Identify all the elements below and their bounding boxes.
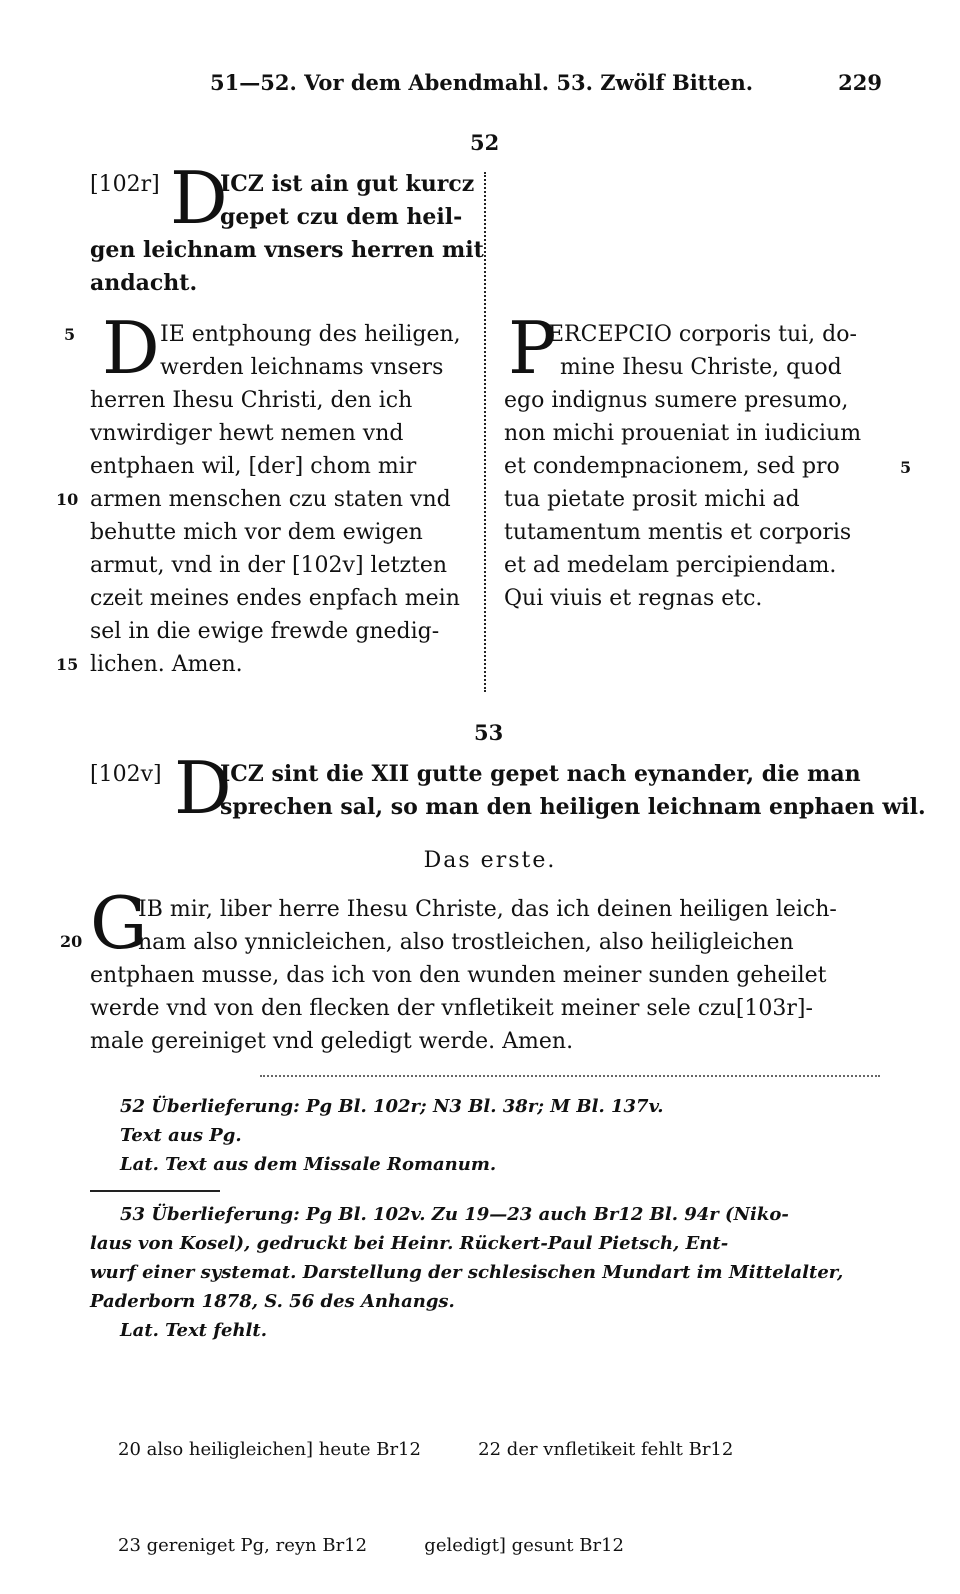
text-line: IE entphoung des heiligen, [160,322,461,347]
line-number: 5 [64,325,76,344]
running-title: 51—52. Vor dem Abendmahl. 53. Zwölf Bitten. [210,70,754,95]
text-line: armen menschen czu staten vnd [90,487,451,512]
text-line: Qui viuis et regnas etc. [504,586,763,611]
heading-line: ICZ ist ain gut kurcz [220,171,475,197]
text-line: ego indignus sumere presumo, [504,388,849,413]
heading-line: ICZ sint die XII gutte gepet nach eynander, die man [220,761,861,787]
text-line: IB mir, liber herre Ihesu Christe, das ich deinen heiligen leich- [138,897,837,922]
footnote-52 [120,1092,890,1179]
variant-apparatus [90,1033,890,1065]
text-line: et condempnacionem, sed pro [504,454,840,479]
text-line: vnwirdiger hewt nemen vnd [90,421,404,446]
line-number: 10 [56,490,79,509]
text-line: mine Ihesu Christe, quod [560,355,842,380]
footnote-rule [90,1190,220,1192]
text-line: tutamentum mentis et corporis [504,520,852,545]
footnote-line: 53 Überlieferung: Pg Bl. 102v. Zu 19—23 auch Br12 Bl. 94r (Niko- [120,1204,789,1225]
variant-line: 20 also heiligleichen] heute Br12 22 der vnfletikeit fehlt Br12 [118,1439,734,1460]
text-line: lichen. Amen. [90,652,243,677]
text-line: behutte mich vor dem ewigen [90,520,423,545]
column-divider [484,172,486,692]
folio-ref: [102v] [90,762,162,787]
heading-line: sprechen sal, so man den heiligen leichnam enphaen wil. [220,794,926,820]
section-53-heading [90,746,926,838]
footnote-line: wurf einer systemat. Darstellung der schlesischen Mundart im Mittelalter, [90,1262,844,1283]
text-line: sel in die ewige frewde gnedig- [90,619,440,644]
dropcap-p: P [508,306,557,390]
text-line: entphaen wil, [der] chom mir [90,454,417,479]
text-line: ERCEPCIO corporis tui, do- [548,322,857,347]
text-line: armut, vnd in der [102v] letzten [90,553,448,578]
section-53-number: 53 [474,720,504,745]
text-line: werde vnd von den flecken der vnfletikeit meiner sele czu[103r]- [90,996,813,1021]
line-number: 20 [60,932,83,951]
line-number: 5 [900,458,912,477]
heading-line: gen leichnam vnsers herren mit [90,237,484,263]
text-line: herren Ihesu Christi, den ich [90,388,413,413]
heading-line: gepet czu dem heil- [220,204,463,230]
section-52-number: 52 [470,130,500,155]
section-52-german-column [90,156,484,688]
page-number: 229 [838,70,882,95]
text-line: male gereiniget vnd geledigt werde. Amen. [90,1029,574,1054]
dropcap-d: D [170,156,228,240]
footnote-line: Paderborn 1878, S. 56 des Anhangs. [90,1291,455,1312]
section-52-german-body [90,306,472,688]
section-52-latin-column [500,306,886,618]
text-line: et ad medelam percipiendam. [504,553,837,578]
heading-line: andacht. [90,270,198,296]
footnote-line: Text aus Pg. [120,1125,242,1146]
footnote-line: laus von Kosel), gedruckt bei Heinr. Rückert-Paul Pietsch, Ent- [90,1233,729,1254]
running-header [90,70,890,106]
subtitle: Das erste. [423,848,557,873]
section-52-heading [90,156,484,300]
text-line: czeit meines endes enpfach mein [90,586,460,611]
text-line: werden leichnams vnsers [160,355,444,380]
footnote-line: 52 Überlieferung: Pg Bl. 102r; N3 Bl. 38r; M Bl. 137v. [120,1096,664,1117]
footnote-53 [90,1200,890,1345]
footnote-line: Lat. Text aus dem Missale Romanum. [120,1154,497,1175]
dropcap-g: G [90,881,148,965]
text-line: tua pietate prosit michi ad [504,487,800,512]
text-line: nam also ynnicleichen, also trostleichen, also heiligleichen [138,930,794,955]
dropcap-d: D [174,746,232,830]
footnote-line: Lat. Text fehlt. [120,1320,267,1341]
variants [118,1370,878,1594]
variant-line: 23 gereniget Pg, reyn Br12 geledigt] gesunt Br12 [118,1535,624,1556]
text-line: non michi proueniat in iudicium [504,421,862,446]
line-number: 15 [56,655,79,674]
folio-ref: [102r] [90,172,160,197]
separator-rule [260,1075,880,1077]
dropcap-d: D [102,306,160,390]
text-line: entphaen musse, das ich von den wunden meiner sunden geheilet [90,963,827,988]
